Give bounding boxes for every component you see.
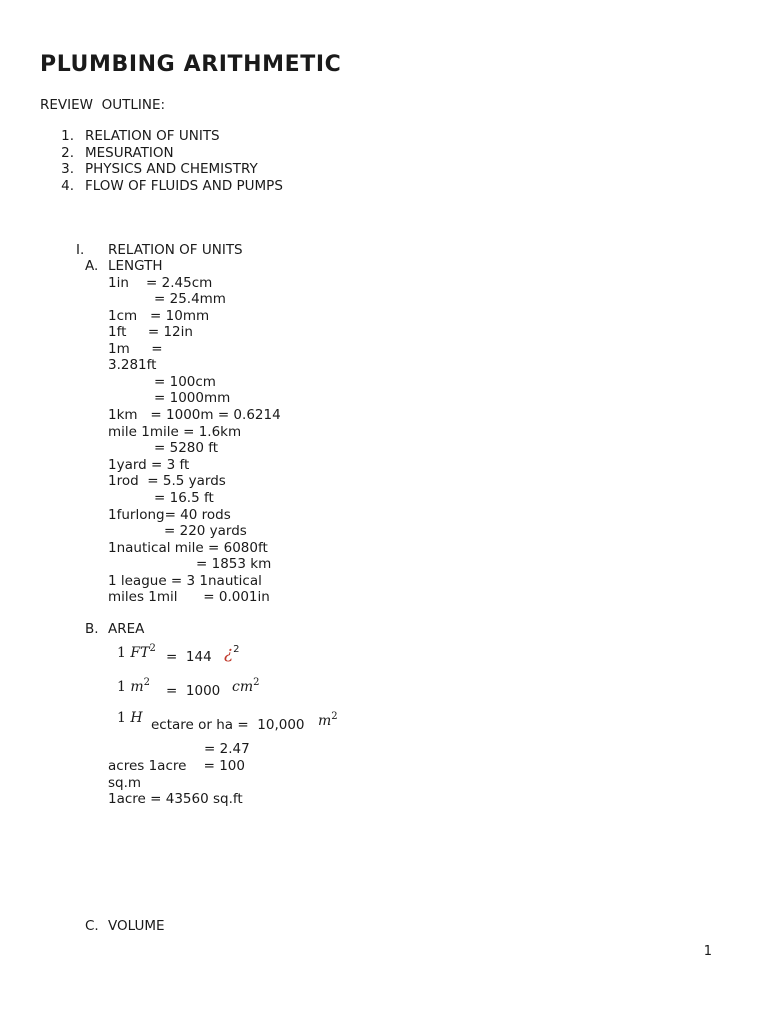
outline-number: 3. xyxy=(61,161,74,177)
outline-number: 1. xyxy=(61,128,74,144)
outline-item: MESURATION xyxy=(85,145,174,161)
conversion-line: 1km = 1000m = 0.6214 xyxy=(108,407,281,423)
conversion-line: = 100cm xyxy=(154,374,216,390)
equation-rhs: $cm^2$ xyxy=(232,677,260,695)
conversion-line: = 220 yards xyxy=(164,523,247,539)
conversion-line: = 1853 km xyxy=(196,556,272,572)
equation-lhs: 1 H xyxy=(117,710,143,726)
conversion-line: 3.281ft xyxy=(108,357,157,373)
review-outline-heading: REVIEW OUTLINE: xyxy=(40,97,166,113)
conversion-line: acres 1acre = 100 xyxy=(108,758,245,774)
outline-number: 4. xyxy=(61,178,74,194)
length-heading: LENGTH xyxy=(108,258,163,274)
conversion-line: 1acre = 43560 sq.ft xyxy=(108,791,243,807)
equation-lhs: 1 $m^2$ xyxy=(117,677,151,695)
page-title: PLUMBING ARITHMETIC xyxy=(40,52,342,77)
conversion-line: 1 league = 3 1nautical xyxy=(108,573,262,589)
volume-heading: VOLUME xyxy=(108,918,165,934)
conversion-line: = 5280 ft xyxy=(154,440,219,456)
equation-text: ectare or ha = 10,000 xyxy=(151,717,305,733)
equation-equals: = 144 xyxy=(166,649,212,665)
outline-item: PHYSICS AND CHEMISTRY xyxy=(85,161,258,177)
equation-rhs: ¿$^2$ xyxy=(224,643,240,663)
subsection-label: A. xyxy=(85,258,99,274)
outline-number: 2. xyxy=(61,145,74,161)
subsection-label: B. xyxy=(85,621,99,637)
conversion-line: 1nautical mile = 6080ft xyxy=(108,540,268,556)
section-number: I. xyxy=(76,242,85,258)
conversion-line: miles 1mil = 0.001in xyxy=(108,589,270,605)
section-heading: RELATION OF UNITS xyxy=(108,242,243,258)
conversion-line: 1furlong= 40 rods xyxy=(108,507,231,523)
conversion-line: 1in = 2.45cm xyxy=(108,275,213,291)
equation-rhs: $m^2$ xyxy=(318,711,338,729)
conversion-line: 1rod = 5.5 yards xyxy=(108,473,226,489)
page-number: 1 xyxy=(703,944,712,959)
subsection-label: C. xyxy=(85,918,99,934)
conversion-line: mile 1mile = 1.6km xyxy=(108,424,242,440)
equation-lhs: 1 $FT^2$ xyxy=(117,643,156,661)
outline-item: FLOW OF FLUIDS AND PUMPS xyxy=(85,178,283,194)
equation-equals: = 1000 xyxy=(166,683,221,699)
area-heading: AREA xyxy=(108,621,145,637)
conversion-line: sq.m xyxy=(108,775,142,791)
conversion-line: = 25.4mm xyxy=(154,291,226,307)
conversion-line: = 16.5 ft xyxy=(154,490,214,506)
outline-item: RELATION OF UNITS xyxy=(85,128,220,144)
conversion-line: = 2.47 xyxy=(204,741,250,757)
conversion-line: 1yard = 3 ft xyxy=(108,457,190,473)
conversion-line: = 1000mm xyxy=(154,390,231,406)
conversion-line: 1cm = 10mm xyxy=(108,308,210,324)
conversion-line: 1m = xyxy=(108,341,163,357)
conversion-line: 1ft = 12in xyxy=(108,324,193,340)
